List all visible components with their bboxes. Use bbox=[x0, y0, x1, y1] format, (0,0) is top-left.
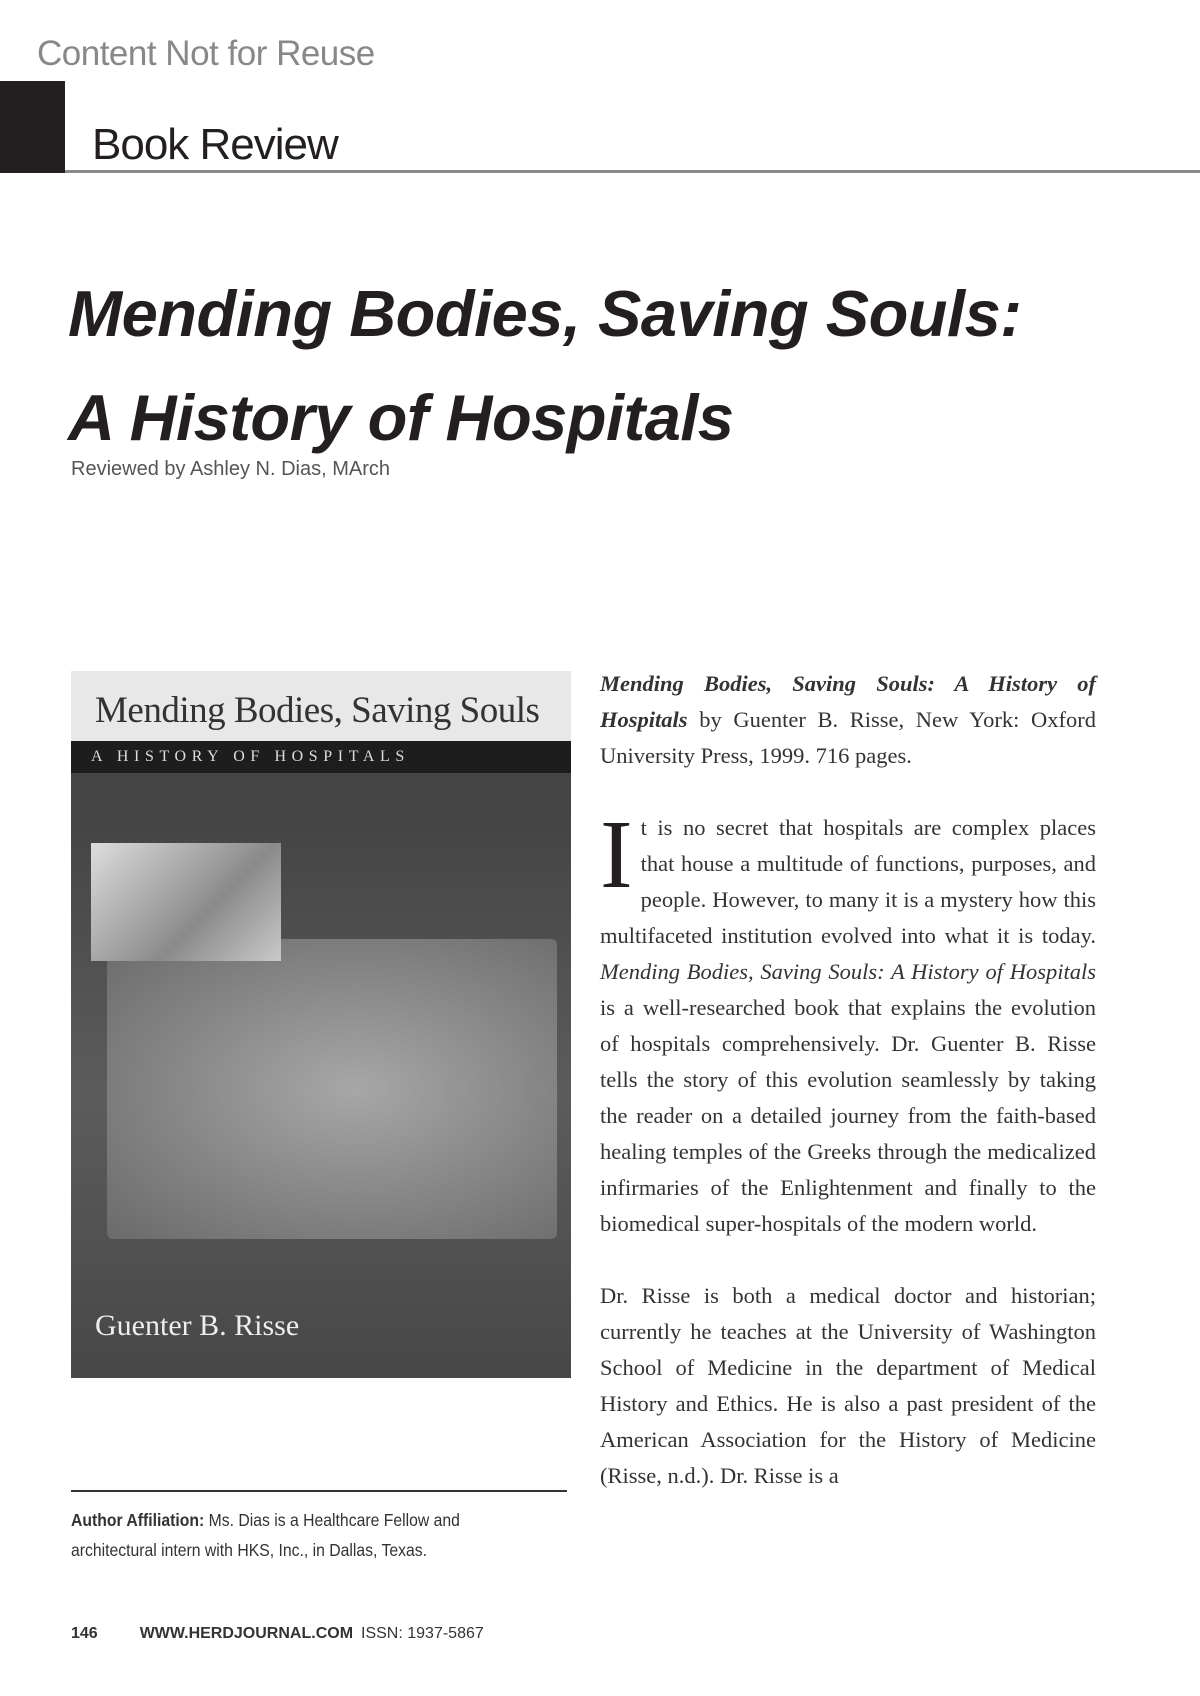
cover-subtitle: A HISTORY OF HOSPITALS bbox=[91, 748, 410, 765]
cover-author: Guenter B. Risse bbox=[95, 1309, 300, 1342]
cover-title: Mending Bodies, Saving Souls bbox=[95, 690, 540, 731]
section-marker bbox=[0, 81, 65, 173]
header-rule bbox=[65, 170, 1200, 173]
article-title bbox=[68, 262, 1021, 470]
watermark: Content Not for Reuse bbox=[37, 34, 375, 73]
citation-details: by Guenter B. Risse, New York: Oxford University Press, 1999. 716 pages. bbox=[600, 707, 1096, 768]
book-cover-image bbox=[71, 671, 571, 1378]
title-line-2: A History of Hospitals bbox=[68, 381, 734, 454]
review-body bbox=[600, 666, 1096, 1530]
drop-cap: I bbox=[600, 801, 633, 909]
affiliation-label: Author Affiliation: bbox=[71, 1510, 205, 1530]
page-footer bbox=[71, 1625, 484, 1643]
page-number: 146 bbox=[71, 1625, 98, 1642]
affiliation-rule bbox=[71, 1490, 567, 1492]
cover-relief-image bbox=[107, 939, 557, 1239]
author-affiliation bbox=[71, 1505, 517, 1565]
issn: ISSN: 1937-5867 bbox=[361, 1625, 484, 1642]
paragraph: Dr. Risse is both a medical doctor and historian; currently he teaches at the University of Washington School of Medicine in the department of Medical History and Ethics. He is also a past president of the American Association for the History of Medicine (Risse, n.d.). Dr. Risse is a bbox=[600, 1283, 1096, 1488]
citation bbox=[600, 666, 1096, 774]
journal-site: WWW.HERDJOURNAL.COM bbox=[139, 1625, 354, 1642]
paragraph-text: is a well-researched book that explains the evolution of hospitals comprehensively. Dr. Guenter B. Risse tells the story of this evolution seamlessly by taking the reader on a detailed journey from the faith-based healing temples of the Greeks through the medicalized infirmaries of the Enlightenment and finally to the biomedical super-hospitals of the modern world. bbox=[600, 995, 1096, 1236]
affiliation-text: Ms. Dias is a Healthcare Fellow and architectural intern with HKS, Inc., in Dallas, Texas. bbox=[71, 1510, 460, 1560]
section-heading: Book Review bbox=[92, 120, 338, 169]
byline: Reviewed by Ashley N. Dias, MArch bbox=[71, 458, 391, 480]
book-title-inline: Mending Bodies, Saving Souls: A History of Hospitals bbox=[600, 959, 1096, 984]
title-line-1: Mending Bodies, Saving Souls: bbox=[68, 277, 1022, 350]
paragraph-text: t is no secret that hospitals are complex places that house a multitude of functions, purposes, and people. However, to many it is a mystery how this multifaceted institution evolved into what it is today. bbox=[600, 815, 1096, 948]
citation-title: Mending Bodies, Saving Souls: A History of Hospitals bbox=[600, 671, 1096, 732]
cover-photo-inset bbox=[91, 843, 281, 961]
paragraph bbox=[600, 801, 1096, 1242]
